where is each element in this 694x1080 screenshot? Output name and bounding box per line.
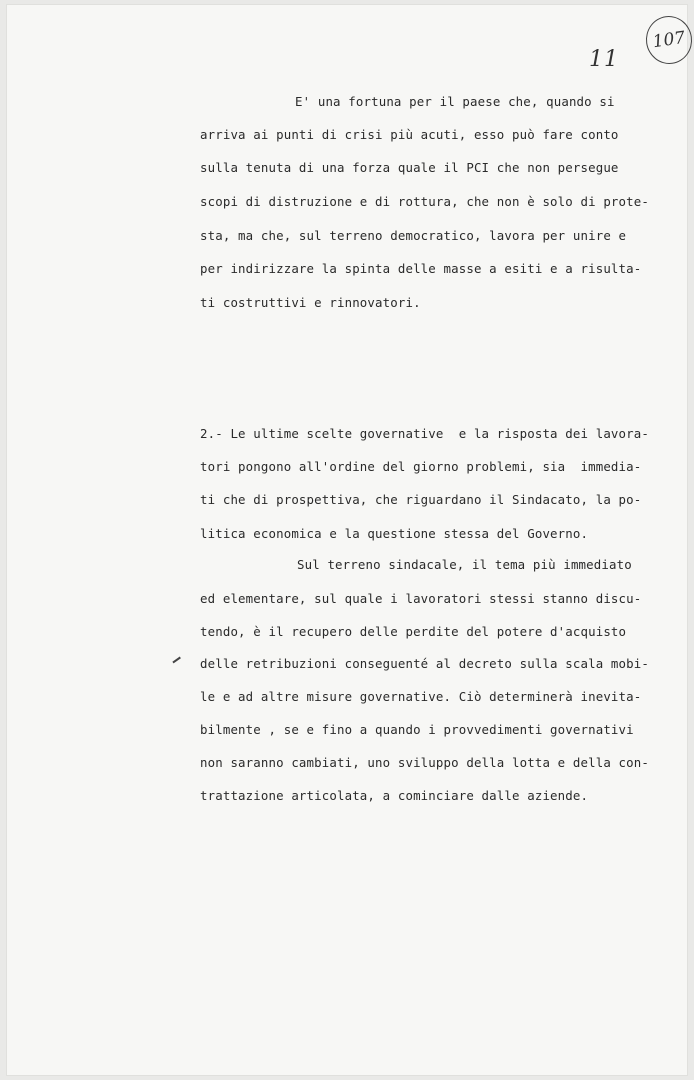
p3-line: delle retribuzioni conseguenté al decreto sulla scala mobi- xyxy=(200,656,649,671)
p3-line: trattazione articolata, a cominciare dalle aziende. xyxy=(200,788,589,803)
p3-line: bilmente , se e fino a quando i provvedimenti governativi xyxy=(200,722,634,737)
p1-line: ti costruttivi e rinnovatori. xyxy=(200,295,421,310)
p3-line: ed elementare, sul quale i lavoratori stessi stanno discu- xyxy=(200,591,642,606)
p2-line: litica economica e la questione stessa del Governo. xyxy=(200,526,589,541)
p1-line: scopi di distruzione e di rottura, che non è solo di prote- xyxy=(200,194,649,209)
p3-line: tendo, è il recupero delle perdite del potere d'acquisto xyxy=(200,624,627,639)
p1-line: per indirizzare la spinta delle masse a esiti e a risulta- xyxy=(200,261,642,276)
p3-line: le e ad altre misure governative. Ciò determinerà inevita- xyxy=(200,689,642,704)
p2-line: ti che di prospettiva, che riguardano il Sindacato, la po- xyxy=(200,492,642,507)
p3-line: Sul terreno sindacale, il tema più immediato xyxy=(297,557,632,572)
p2-line: tori pongono all'ordine del giorno problemi, sia immedia- xyxy=(200,459,642,474)
handwritten-page-number: 11 xyxy=(589,47,619,72)
p1-line: E' una fortuna per il paese che, quando si xyxy=(295,94,615,109)
p3-line: non saranno cambiati, uno sviluppo della lotta e della con- xyxy=(200,755,649,770)
p1-line: sta, ma che, sul terreno democratico, lavora per unire e xyxy=(200,228,627,243)
circled-archive-number: 107 xyxy=(643,13,694,67)
p2-line: 2.- Le ultime scelte governative e la risposta dei lavora- xyxy=(200,426,649,441)
p1-line: arriva ai punti di crisi più acuti, esso può fare conto xyxy=(200,127,619,142)
p1-line: sulla tenuta di una forza quale il PCI che non persegue xyxy=(200,160,619,175)
